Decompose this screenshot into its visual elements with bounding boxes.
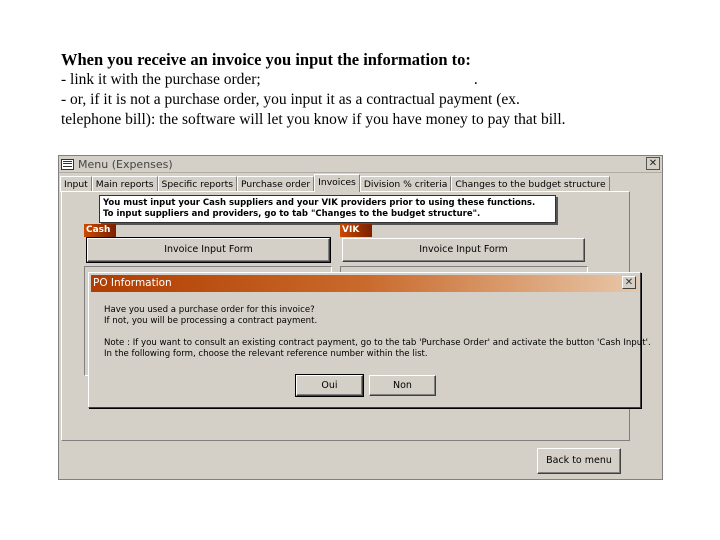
notice-line-1: You must input your Cash suppliers and your VIK providers prior to using these functions. xyxy=(103,198,536,208)
no-button[interactable]: Non xyxy=(369,375,436,396)
form-icon xyxy=(61,159,74,170)
tab-strip xyxy=(60,175,610,192)
vik-section-label: VIK xyxy=(340,224,372,237)
tab-specific-reports[interactable]: Specific reports xyxy=(158,176,238,192)
cash-invoice-input-button[interactable]: Invoice Input Form xyxy=(87,238,330,262)
intro-line-2: - or, if it is not a purchase order, you input it as a contractual payment (ex. xyxy=(61,91,520,108)
dialog-question: Have you used a purchase order for this invoice? xyxy=(104,305,315,315)
supplier-notice xyxy=(99,195,556,223)
po-information-dialog xyxy=(88,272,651,408)
dialog-note-1: Note : If you want to consult an existing contract payment, go to the tab 'Purchase Order' and activate the button 'Cash Input'. xyxy=(104,338,651,348)
vik-invoice-input-button[interactable]: Invoice Input Form xyxy=(342,238,585,262)
tab-invoices[interactable]: Invoices xyxy=(314,174,360,192)
intro-line-3: telephone bill): the software will let you know if you have money to pay that bill. xyxy=(61,111,566,128)
intro-heading: When you receive an invoice you input the information to: xyxy=(61,50,471,69)
tab-purchase-order[interactable]: Purchase order xyxy=(237,176,314,192)
yes-button[interactable]: Oui xyxy=(296,375,363,396)
intro-line-1: - link it with the purchase order; . xyxy=(61,71,478,88)
tab-main-reports[interactable]: Main reports xyxy=(92,176,158,192)
tab-input[interactable]: Input xyxy=(60,176,92,192)
intro-text xyxy=(61,50,701,130)
tab-budget-structure[interactable]: Changes to the budget structure xyxy=(451,176,609,192)
back-to-menu-button[interactable]: Back to menu xyxy=(537,448,621,474)
window-close-button[interactable]: ✕ xyxy=(646,157,660,170)
notice-line-2: To input suppliers and providers, go to tab "Changes to the budget structure". xyxy=(103,209,481,219)
tab-division-criteria[interactable]: Division % criteria xyxy=(360,176,452,192)
dialog-title: PO Information xyxy=(91,275,638,292)
dialog-close-button[interactable]: ✕ xyxy=(622,276,636,289)
window-titlebar xyxy=(59,156,662,173)
dialog-note-2: In the following form, choose the relevant reference number within the list. xyxy=(104,349,428,359)
dialog-question-note: If not, you will be processing a contract payment. xyxy=(104,316,318,326)
window-title: Menu (Expenses) xyxy=(78,157,173,171)
cash-section-label: Cash xyxy=(84,224,116,237)
